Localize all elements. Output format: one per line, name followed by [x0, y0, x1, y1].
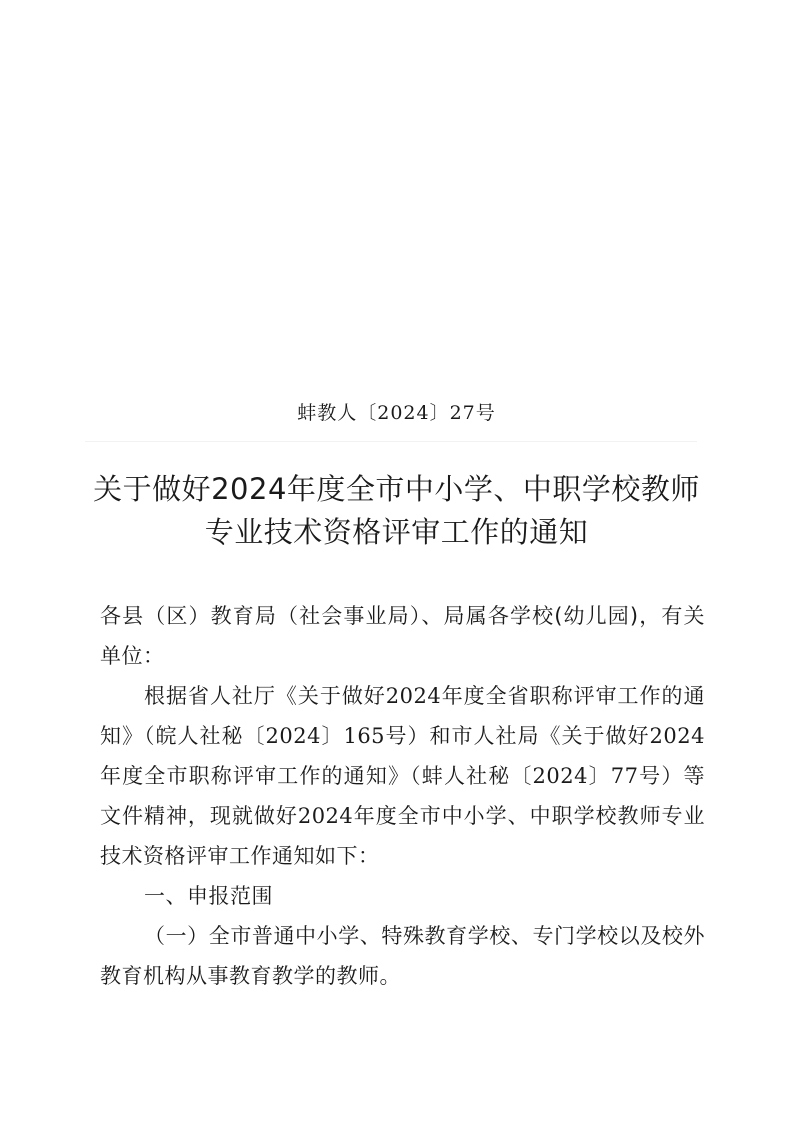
document-number: 蚌教人〔2024〕27号 [297, 402, 496, 424]
section-heading: 一、申报范围 [144, 884, 273, 908]
document-title [60, 468, 733, 554]
header-divider [85, 441, 697, 442]
section-item: （一）全市普通中小学、特殊教育学校、专门学校以及校外教育机构从事教育教学的教师。 [100, 924, 705, 988]
document-body [100, 596, 705, 996]
title-line-2: 专业技术资格评审工作的通知 [204, 515, 589, 549]
title-line-1: 关于做好2024年度全市中小学、中职学校教师 [93, 472, 700, 506]
salutation: 各县（区）教育局（社会事业局）、局属各学校(幼儿园)，有关单位： [100, 604, 705, 668]
paragraph-intro: 根据省人社厅《关于做好2024年度全省职称评审工作的通知》（皖人社秘〔2024〕165号）和市人社局《关于做好2024年度全市职称评审工作的通知》（蚌人社秘〔2024〕77号）等文件精神，现就做好2024年度全市中小学、中职学校教师专业技术资格评审工作通知如下： [100, 684, 705, 868]
